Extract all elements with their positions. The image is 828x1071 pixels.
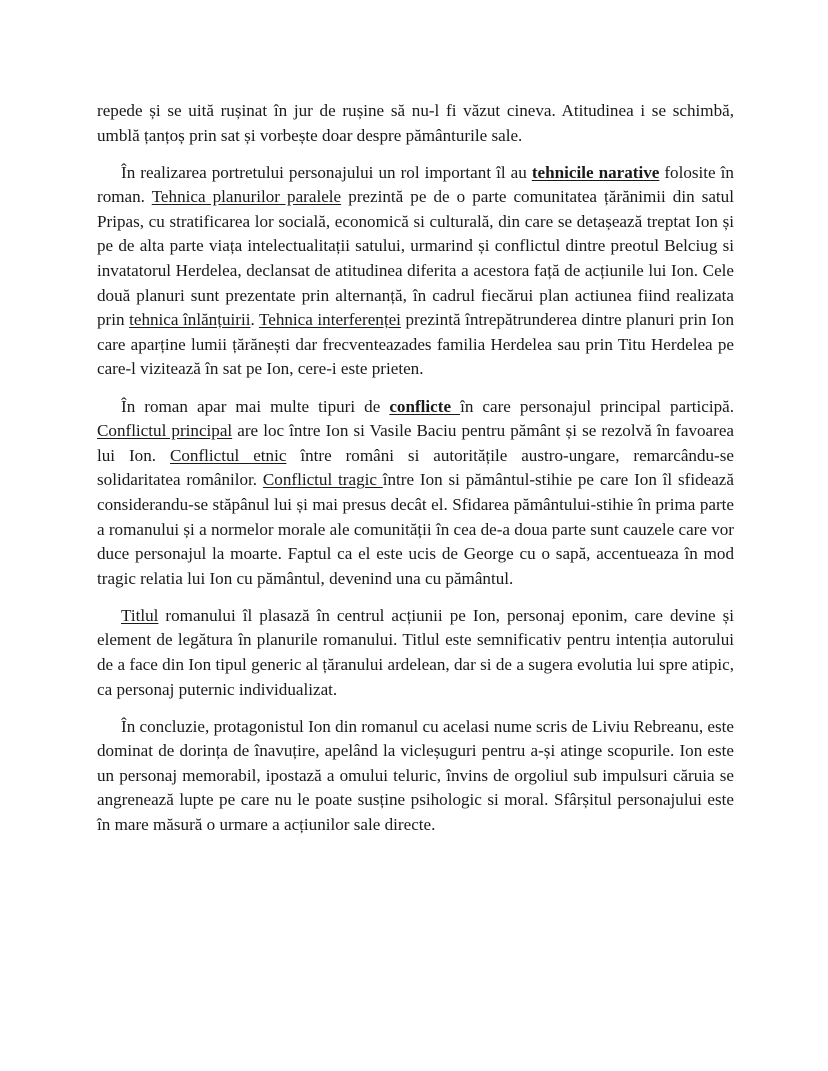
document-page: [97, 99, 734, 850]
term-tehnica-planurilor-paralele: Tehnica planurilor paralele: [151, 187, 342, 207]
term-titlul: Titlul: [121, 605, 159, 625]
text-span: în care personajul principal participă.: [460, 396, 735, 416]
paragraph-title: [97, 604, 734, 702]
paragraph-narrative-techniques: [97, 161, 734, 382]
paragraph-conclusion: [97, 715, 734, 838]
term-tehnica-inlantuirii: tehnica înlănțuirii: [129, 310, 251, 330]
text-span: prezintă pe de o parte comunitatea țărănimii din satul Pripas, cu stratificarea lor socială, economică si culturală, din care se detașează treptat Ion și pe de alta parte viața intelectualitații satului, urmarind și conflictul dintre preotul Belciug si invatatorul Herdelea, declansat de atitudinea diferita a acestora față de acțiunile lui Ion. Cele două planuri sunt prezentate prin alternanță, în cadrul fiecărui plan actiunea fiind realizata prin: [97, 187, 734, 330]
term-conflictul-tragic: Conflictul tragic: [262, 470, 383, 490]
text-span: .: [250, 310, 259, 330]
keyword-conflicte: conflicte: [389, 396, 461, 416]
paragraph-portrait-end: [97, 99, 734, 148]
term-conflictul-etnic: Conflictul etnic: [169, 445, 287, 465]
term-conflictul-principal: Conflictul principal: [97, 421, 233, 441]
text-span: prezintă întrepătrunderea dintre planuri prin Ion care aparține lumii țărănești dar frecventeazades familia Herdelea sau prin Titu Herdelea pe care-l vizitează în sat pe Ion, cere-i este prieten.: [97, 310, 734, 379]
text-span: romanului îl plasază în centrul acțiunii pe Ion, personaj eponim, care devine și element de legătura în planurile romanului. Titlul este semnificativ pentru intenția autorului de a face din Ion tipul generic al țăranului ardelean, dar si de a sugera evolutia lui spre atipic, ca personaj puternic individualizat.: [97, 605, 734, 699]
paragraph-conflicts: [97, 395, 734, 592]
text-span: În concluzie, protagonistul Ion din romanul cu acelasi nume scris de Liviu Rebreanu, este dominat de dorința de înavuțire, apelând la vicleșuguri pentru a-și atinge scopurile. Ion este un personaj memorabil, ipostază a omului teluric, învins de orgoliul sub impulsuri căruia se angrenează lupte pe care nu le poate susține psihologic si moral. Sfârșitul personajului este în mare măsură o urmare a acțiunilor sale directe.: [97, 716, 734, 835]
text-span: între români si autoritățile austro-ungare, remarcându-se solidaritatea românilor.: [97, 445, 734, 490]
text-span: repede și se uită rușinat în jur de rușine să nu-l fi văzut cineva. Atitudinea i se schimbă, umblă țanțoș prin sat și vorbește doar despre pământurile sale.: [97, 101, 734, 145]
text-span: folosite în roman.: [97, 162, 734, 207]
text-span: În realizarea portretului personajului un rol important îl au: [121, 162, 532, 182]
text-span: are loc între Ion si Vasile Baciu pentru pământ și se rezolvă în favoarea lui Ion.: [97, 421, 735, 465]
term-tehnica-interferentei: Tehnica interferenței: [259, 310, 401, 330]
text-span: În roman apar mai multe tipuri de: [121, 396, 390, 416]
keyword-tehnicile-narative: tehnicile narative: [531, 162, 660, 182]
text-span: între Ion si pământul-stihie pe care Ion îl sfidează considerandu-se stăpânul lui și mai presus decât el. Sfidarea pământului-stihie în prima parte a romanului și a normelor morale ale comunității în cea de-a doua parte sunt cauzele care vor duce personajul la moarte. Faptul ca el este ucis de George cu o sapă, accentueaza în mod tragic relatia lui Ion cu pământul, devenind una cu pământul.: [97, 470, 734, 588]
